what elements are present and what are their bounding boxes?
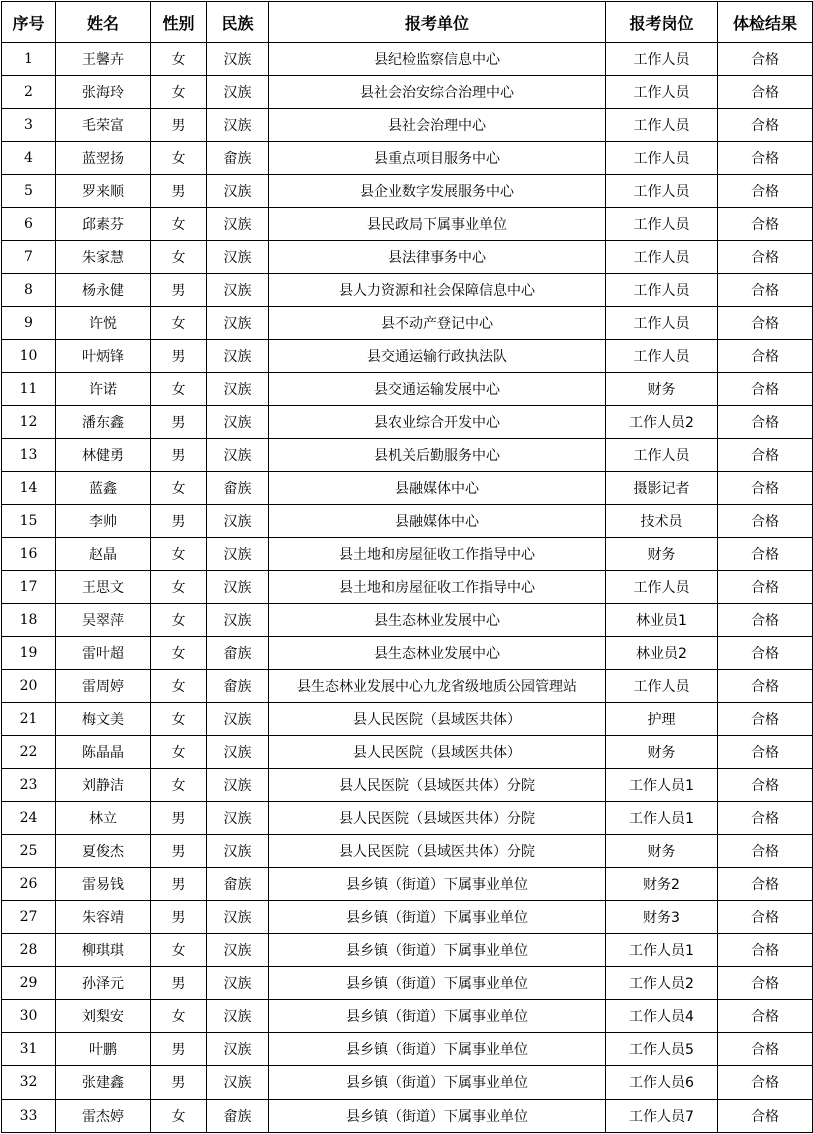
cell-index: 12 <box>2 406 56 439</box>
cell-gender: 女 <box>151 472 207 505</box>
cell-name: 梅文美 <box>56 703 151 736</box>
cell-ethnicity: 畲族 <box>207 472 269 505</box>
cell-result: 合格 <box>718 439 813 472</box>
table-row <box>2 604 813 637</box>
cell-name: 许诺 <box>56 373 151 406</box>
cell-name: 王思文 <box>56 571 151 604</box>
header-gender: 性别 <box>151 2 207 43</box>
cell-result: 合格 <box>718 1000 813 1033</box>
cell-result: 合格 <box>718 307 813 340</box>
cell-ethnicity: 汉族 <box>207 835 269 868</box>
cell-index: 1 <box>2 43 56 76</box>
cell-gender: 男 <box>151 901 207 934</box>
cell-ethnicity: 汉族 <box>207 340 269 373</box>
cell-result: 合格 <box>718 802 813 835</box>
cell-unit: 县乡镇（街道）下属事业单位 <box>269 901 606 934</box>
cell-gender: 男 <box>151 274 207 307</box>
cell-result: 合格 <box>718 703 813 736</box>
cell-name: 林健勇 <box>56 439 151 472</box>
cell-ethnicity: 汉族 <box>207 505 269 538</box>
cell-ethnicity: 畲族 <box>207 637 269 670</box>
cell-name: 潘东鑫 <box>56 406 151 439</box>
cell-name: 赵晶 <box>56 538 151 571</box>
table-row <box>2 637 813 670</box>
cell-name: 吴翠萍 <box>56 604 151 637</box>
cell-unit: 县企业数字发展服务中心 <box>269 175 606 208</box>
cell-unit: 县农业综合开发中心 <box>269 406 606 439</box>
cell-result: 合格 <box>718 1099 813 1133</box>
cell-gender: 男 <box>151 505 207 538</box>
cell-post: 工作人员 <box>606 340 718 373</box>
table-row <box>2 439 813 472</box>
table-row <box>2 835 813 868</box>
cell-name: 蓝翌扬 <box>56 142 151 175</box>
cell-name: 张建鑫 <box>56 1066 151 1099</box>
table-row <box>2 967 813 1000</box>
cell-unit: 县人力资源和社会保障信息中心 <box>269 274 606 307</box>
cell-result: 合格 <box>718 472 813 505</box>
cell-unit: 县社会治理中心 <box>269 109 606 142</box>
cell-gender: 女 <box>151 637 207 670</box>
cell-index: 11 <box>2 373 56 406</box>
table-row <box>2 241 813 274</box>
cell-ethnicity: 汉族 <box>207 307 269 340</box>
cell-ethnicity: 汉族 <box>207 241 269 274</box>
cell-ethnicity: 汉族 <box>207 901 269 934</box>
cell-post: 工作人员 <box>606 439 718 472</box>
cell-post: 技术员 <box>606 505 718 538</box>
table-row <box>2 1000 813 1033</box>
table-row <box>2 76 813 109</box>
cell-post: 工作人员 <box>606 109 718 142</box>
cell-name: 雷易钱 <box>56 868 151 901</box>
cell-index: 31 <box>2 1033 56 1066</box>
cell-result: 合格 <box>718 670 813 703</box>
cell-result: 合格 <box>718 175 813 208</box>
cell-post: 工作人员1 <box>606 802 718 835</box>
cell-post: 工作人员7 <box>606 1099 718 1133</box>
cell-name: 罗来顺 <box>56 175 151 208</box>
table-row <box>2 703 813 736</box>
cell-ethnicity: 畲族 <box>207 142 269 175</box>
cell-unit: 县民政局下属事业单位 <box>269 208 606 241</box>
cell-index: 25 <box>2 835 56 868</box>
cell-unit: 县人民医院（县域医共体） <box>269 736 606 769</box>
cell-name: 朱家慧 <box>56 241 151 274</box>
cell-name: 孙泽元 <box>56 967 151 1000</box>
cell-index: 13 <box>2 439 56 472</box>
cell-index: 7 <box>2 241 56 274</box>
cell-ethnicity: 汉族 <box>207 439 269 472</box>
cell-index: 3 <box>2 109 56 142</box>
cell-gender: 女 <box>151 538 207 571</box>
header-post: 报考岗位 <box>606 2 718 43</box>
header-name: 姓名 <box>56 2 151 43</box>
cell-index: 27 <box>2 901 56 934</box>
cell-unit: 县纪检监察信息中心 <box>269 43 606 76</box>
cell-unit: 县融媒体中心 <box>269 505 606 538</box>
cell-post: 工作人员 <box>606 571 718 604</box>
table-body <box>2 43 813 1133</box>
table-row <box>2 142 813 175</box>
cell-post: 工作人员 <box>606 208 718 241</box>
table-row <box>2 802 813 835</box>
cell-ethnicity: 汉族 <box>207 604 269 637</box>
cell-index: 4 <box>2 142 56 175</box>
cell-unit: 县不动产登记中心 <box>269 307 606 340</box>
cell-name: 许悦 <box>56 307 151 340</box>
cell-post: 林业员1 <box>606 604 718 637</box>
cell-post: 财务 <box>606 538 718 571</box>
cell-gender: 女 <box>151 571 207 604</box>
cell-result: 合格 <box>718 637 813 670</box>
cell-result: 合格 <box>718 109 813 142</box>
cell-post: 工作人员5 <box>606 1033 718 1066</box>
table-row <box>2 1099 813 1133</box>
cell-gender: 男 <box>151 802 207 835</box>
cell-gender: 男 <box>151 835 207 868</box>
table-row <box>2 406 813 439</box>
cell-gender: 男 <box>151 406 207 439</box>
cell-post: 护理 <box>606 703 718 736</box>
cell-index: 10 <box>2 340 56 373</box>
cell-unit: 县人民医院（县域医共体）分院 <box>269 802 606 835</box>
table-row <box>2 208 813 241</box>
cell-unit: 县土地和房屋征收工作指导中心 <box>269 538 606 571</box>
cell-unit: 县交通运输发展中心 <box>269 373 606 406</box>
cell-index: 28 <box>2 934 56 967</box>
cell-index: 23 <box>2 769 56 802</box>
cell-gender: 女 <box>151 373 207 406</box>
cell-result: 合格 <box>718 571 813 604</box>
cell-ethnicity: 汉族 <box>207 208 269 241</box>
cell-gender: 女 <box>151 1099 207 1133</box>
table-row <box>2 538 813 571</box>
cell-name: 林立 <box>56 802 151 835</box>
cell-unit: 县生态林业发展中心 <box>269 604 606 637</box>
cell-ethnicity: 汉族 <box>207 1000 269 1033</box>
header-result: 体检结果 <box>718 2 813 43</box>
cell-ethnicity: 畲族 <box>207 868 269 901</box>
cell-index: 9 <box>2 307 56 340</box>
cell-unit: 县乡镇（街道）下属事业单位 <box>269 1000 606 1033</box>
cell-result: 合格 <box>718 43 813 76</box>
table-row <box>2 868 813 901</box>
table-row <box>2 340 813 373</box>
cell-result: 合格 <box>718 274 813 307</box>
cell-name: 李帅 <box>56 505 151 538</box>
table-row <box>2 373 813 406</box>
cell-gender: 女 <box>151 604 207 637</box>
cell-gender: 女 <box>151 769 207 802</box>
cell-index: 17 <box>2 571 56 604</box>
cell-unit: 县乡镇（街道）下属事业单位 <box>269 967 606 1000</box>
cell-index: 33 <box>2 1099 56 1133</box>
cell-post: 工作人员6 <box>606 1066 718 1099</box>
cell-post: 林业员2 <box>606 637 718 670</box>
cell-gender: 男 <box>151 439 207 472</box>
cell-result: 合格 <box>718 373 813 406</box>
cell-result: 合格 <box>718 538 813 571</box>
cell-ethnicity: 汉族 <box>207 274 269 307</box>
cell-result: 合格 <box>718 868 813 901</box>
cell-post: 工作人员 <box>606 142 718 175</box>
cell-name: 叶鹏 <box>56 1033 151 1066</box>
cell-result: 合格 <box>718 505 813 538</box>
cell-post: 财务3 <box>606 901 718 934</box>
cell-unit: 县交通运输行政执法队 <box>269 340 606 373</box>
cell-index: 8 <box>2 274 56 307</box>
cell-post: 工作人员2 <box>606 967 718 1000</box>
cell-result: 合格 <box>718 769 813 802</box>
cell-result: 合格 <box>718 1033 813 1066</box>
cell-unit: 县生态林业发展中心 <box>269 637 606 670</box>
table-row <box>2 571 813 604</box>
cell-index: 21 <box>2 703 56 736</box>
cell-post: 摄影记者 <box>606 472 718 505</box>
header-unit: 报考单位 <box>269 2 606 43</box>
cell-index: 26 <box>2 868 56 901</box>
cell-name: 毛荣富 <box>56 109 151 142</box>
cell-index: 6 <box>2 208 56 241</box>
cell-index: 14 <box>2 472 56 505</box>
cell-post: 工作人员 <box>606 670 718 703</box>
cell-unit: 县法律事务中心 <box>269 241 606 274</box>
table-row <box>2 43 813 76</box>
table-row <box>2 1066 813 1099</box>
cell-unit: 县生态林业发展中心九龙省级地质公园管理站 <box>269 670 606 703</box>
cell-unit: 县人民医院（县域医共体）分院 <box>269 835 606 868</box>
cell-index: 19 <box>2 637 56 670</box>
cell-name: 叶炳锋 <box>56 340 151 373</box>
table-row <box>2 670 813 703</box>
cell-post: 工作人员 <box>606 43 718 76</box>
cell-index: 2 <box>2 76 56 109</box>
table-row <box>2 736 813 769</box>
cell-index: 20 <box>2 670 56 703</box>
cell-result: 合格 <box>718 901 813 934</box>
cell-ethnicity: 汉族 <box>207 703 269 736</box>
cell-index: 29 <box>2 967 56 1000</box>
cell-ethnicity: 汉族 <box>207 538 269 571</box>
header-row <box>2 2 813 43</box>
cell-post: 工作人员 <box>606 274 718 307</box>
cell-gender: 男 <box>151 340 207 373</box>
cell-ethnicity: 畲族 <box>207 1099 269 1133</box>
cell-ethnicity: 汉族 <box>207 175 269 208</box>
cell-result: 合格 <box>718 76 813 109</box>
cell-result: 合格 <box>718 340 813 373</box>
cell-result: 合格 <box>718 241 813 274</box>
cell-ethnicity: 汉族 <box>207 802 269 835</box>
cell-post: 工作人员1 <box>606 934 718 967</box>
cell-name: 张海玲 <box>56 76 151 109</box>
cell-result: 合格 <box>718 604 813 637</box>
cell-index: 5 <box>2 175 56 208</box>
cell-unit: 县乡镇（街道）下属事业单位 <box>269 1099 606 1133</box>
cell-ethnicity: 汉族 <box>207 373 269 406</box>
cell-name: 雷叶超 <box>56 637 151 670</box>
cell-result: 合格 <box>718 967 813 1000</box>
results-table <box>1 1 813 1133</box>
cell-post: 财务2 <box>606 868 718 901</box>
cell-result: 合格 <box>718 1066 813 1099</box>
table-row <box>2 934 813 967</box>
cell-name: 夏俊杰 <box>56 835 151 868</box>
cell-gender: 男 <box>151 967 207 1000</box>
cell-post: 工作人员 <box>606 241 718 274</box>
cell-name: 杨永健 <box>56 274 151 307</box>
cell-gender: 女 <box>151 670 207 703</box>
cell-post: 财务 <box>606 373 718 406</box>
cell-gender: 女 <box>151 1000 207 1033</box>
cell-name: 王馨卉 <box>56 43 151 76</box>
cell-gender: 女 <box>151 43 207 76</box>
table-row <box>2 274 813 307</box>
table-row <box>2 769 813 802</box>
cell-gender: 男 <box>151 109 207 142</box>
cell-name: 蓝鑫 <box>56 472 151 505</box>
cell-ethnicity: 汉族 <box>207 736 269 769</box>
cell-name: 雷周婷 <box>56 670 151 703</box>
cell-index: 18 <box>2 604 56 637</box>
header-index: 序号 <box>2 2 56 43</box>
table-row <box>2 901 813 934</box>
cell-result: 合格 <box>718 934 813 967</box>
table-row <box>2 505 813 538</box>
cell-gender: 男 <box>151 868 207 901</box>
cell-gender: 女 <box>151 703 207 736</box>
header-ethnicity: 民族 <box>207 2 269 43</box>
cell-index: 24 <box>2 802 56 835</box>
cell-ethnicity: 汉族 <box>207 1066 269 1099</box>
cell-unit: 县融媒体中心 <box>269 472 606 505</box>
cell-post: 工作人员 <box>606 175 718 208</box>
cell-unit: 县重点项目服务中心 <box>269 142 606 175</box>
cell-name: 刘静洁 <box>56 769 151 802</box>
cell-post: 工作人员4 <box>606 1000 718 1033</box>
table-row <box>2 1033 813 1066</box>
cell-name: 朱容靖 <box>56 901 151 934</box>
cell-gender: 女 <box>151 208 207 241</box>
cell-gender: 女 <box>151 307 207 340</box>
cell-post: 工作人员 <box>606 307 718 340</box>
cell-post: 工作人员 <box>606 76 718 109</box>
table-header <box>2 2 813 43</box>
cell-ethnicity: 汉族 <box>207 1033 269 1066</box>
cell-ethnicity: 汉族 <box>207 406 269 439</box>
cell-unit: 县乡镇（街道）下属事业单位 <box>269 1066 606 1099</box>
cell-gender: 男 <box>151 175 207 208</box>
cell-post: 工作人员1 <box>606 769 718 802</box>
cell-result: 合格 <box>718 406 813 439</box>
cell-gender: 男 <box>151 1033 207 1066</box>
cell-name: 刘梨安 <box>56 1000 151 1033</box>
cell-unit: 县人民医院（县域医共体）分院 <box>269 769 606 802</box>
cell-result: 合格 <box>718 835 813 868</box>
cell-post: 工作人员2 <box>606 406 718 439</box>
cell-gender: 男 <box>151 1066 207 1099</box>
cell-unit: 县乡镇（街道）下属事业单位 <box>269 934 606 967</box>
cell-ethnicity: 汉族 <box>207 934 269 967</box>
cell-ethnicity: 汉族 <box>207 967 269 1000</box>
cell-post: 财务 <box>606 736 718 769</box>
cell-index: 22 <box>2 736 56 769</box>
cell-index: 15 <box>2 505 56 538</box>
cell-gender: 女 <box>151 241 207 274</box>
cell-unit: 县人民医院（县域医共体） <box>269 703 606 736</box>
cell-gender: 女 <box>151 142 207 175</box>
cell-ethnicity: 汉族 <box>207 76 269 109</box>
cell-unit: 县乡镇（街道）下属事业单位 <box>269 1033 606 1066</box>
table-row <box>2 472 813 505</box>
table-row <box>2 175 813 208</box>
cell-gender: 女 <box>151 736 207 769</box>
cell-ethnicity: 汉族 <box>207 43 269 76</box>
cell-unit: 县机关后勤服务中心 <box>269 439 606 472</box>
cell-gender: 女 <box>151 934 207 967</box>
cell-ethnicity: 畲族 <box>207 670 269 703</box>
cell-name: 邱素芬 <box>56 208 151 241</box>
cell-unit: 县土地和房屋征收工作指导中心 <box>269 571 606 604</box>
table-row <box>2 307 813 340</box>
cell-unit: 县乡镇（街道）下属事业单位 <box>269 868 606 901</box>
cell-index: 30 <box>2 1000 56 1033</box>
cell-gender: 女 <box>151 76 207 109</box>
cell-result: 合格 <box>718 142 813 175</box>
cell-ethnicity: 汉族 <box>207 769 269 802</box>
cell-ethnicity: 汉族 <box>207 571 269 604</box>
cell-unit: 县社会治安综合治理中心 <box>269 76 606 109</box>
table-row <box>2 109 813 142</box>
cell-result: 合格 <box>718 208 813 241</box>
cell-name: 雷杰婷 <box>56 1099 151 1133</box>
cell-result: 合格 <box>718 736 813 769</box>
cell-name: 陈晶晶 <box>56 736 151 769</box>
cell-index: 32 <box>2 1066 56 1099</box>
cell-post: 财务 <box>606 835 718 868</box>
cell-name: 柳琪琪 <box>56 934 151 967</box>
cell-ethnicity: 汉族 <box>207 109 269 142</box>
cell-index: 16 <box>2 538 56 571</box>
